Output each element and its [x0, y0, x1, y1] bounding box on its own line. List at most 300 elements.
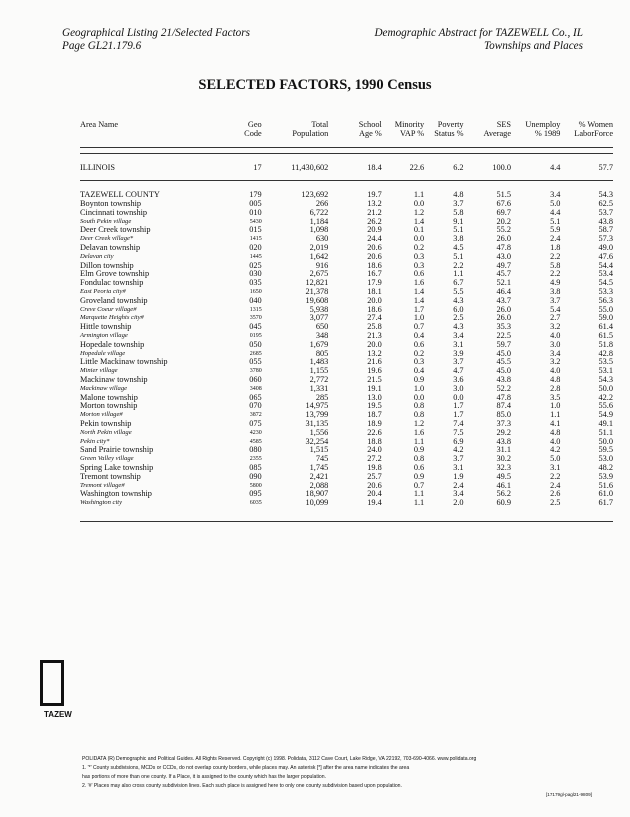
population: 14,975	[305, 401, 329, 411]
school-age: 20.9	[367, 225, 382, 235]
ses-average: 26.0	[496, 304, 511, 314]
women-laborforce: 49.0	[598, 243, 613, 253]
abstract-title: Demographic Abstract for TAZEWELL Co., IL	[374, 27, 583, 39]
unemployment: 2.2	[550, 471, 561, 481]
unemployment: 4.2	[550, 445, 561, 455]
population: 2,421	[309, 471, 329, 481]
geo-code: 2685	[249, 350, 262, 357]
minority-vap: 0.4	[413, 366, 425, 376]
school-age: 21.3	[367, 331, 382, 341]
place-row	[80, 367, 613, 376]
minority-vap: 0.3	[413, 251, 425, 261]
area-name: Hopedale village	[80, 349, 126, 357]
population: 630	[315, 234, 329, 244]
school-age: 21.6	[367, 357, 382, 367]
women-laborforce: 43.8	[598, 216, 613, 226]
minority-vap: 0.8	[413, 454, 425, 464]
geo-code: 1650	[249, 289, 262, 296]
area-name: Armington village	[80, 332, 128, 340]
header-right	[374, 27, 583, 53]
school-age: 19.1	[367, 383, 382, 393]
col-header-area: Area Name	[80, 120, 119, 129]
geo-code: 075	[249, 419, 262, 429]
population: 21,378	[305, 287, 329, 297]
ses-average: 20.2	[496, 216, 511, 226]
geo-code: 3570	[249, 315, 262, 322]
ses-average: 43.0	[496, 251, 511, 261]
poverty-status: 3.4	[453, 489, 464, 499]
township-row	[80, 402, 613, 411]
population: 650	[315, 322, 329, 332]
population: 10,099	[305, 498, 329, 508]
women-laborforce: 49.1	[598, 419, 613, 429]
poverty-status: 3.8	[453, 234, 464, 244]
women-laborforce: 55.0	[598, 304, 613, 314]
ses-average: 45.0	[496, 366, 511, 376]
population: 1,745	[309, 463, 329, 472]
unemployment: 5.4	[550, 304, 561, 314]
area-name: Tremont township	[80, 471, 141, 481]
poverty-status: 3.0	[453, 383, 464, 393]
women-laborforce: 50.0	[598, 436, 613, 446]
women-laborforce: 42.8	[598, 348, 613, 358]
note-1-cont: has portions of more than one county. If a Place, it is assigned to the county which has the larger population.	[82, 774, 326, 780]
area-name: Little Mackinaw township	[80, 357, 168, 367]
area-name: Spring Lake township	[80, 463, 154, 472]
unemployment: 5.0	[550, 199, 561, 209]
poverty-status: 3.4	[453, 331, 464, 341]
area-name: Fondulac township	[80, 278, 144, 288]
area-name: Marquette Heights city#	[80, 314, 144, 322]
geo-code: 045	[249, 322, 262, 332]
minority-vap: 0.6	[413, 463, 425, 472]
township-row	[80, 358, 613, 367]
place-row	[80, 288, 613, 297]
place-row	[80, 235, 613, 244]
report-title: Geographical Listing 21/Selected Factors	[62, 27, 250, 39]
population: 348	[315, 331, 329, 341]
school-age: 19.8	[367, 463, 382, 472]
minority-vap: 1.2	[413, 207, 425, 217]
women-laborforce: 61.7	[598, 498, 613, 508]
place-row	[80, 411, 613, 420]
note-2: 2. '#' Places may also cross county subdivision lines. Each such place is assigned here to only one county subdivision based upon population.	[82, 783, 402, 789]
minority-vap: 1.4	[413, 216, 425, 226]
unemployment: 4.8	[550, 427, 561, 437]
place-row	[80, 218, 613, 227]
women-laborforce: 58.7	[598, 225, 613, 235]
poverty-status: 6.9	[453, 436, 464, 446]
geo-code: 020	[249, 243, 262, 253]
col-header-poverty: Poverty Status %	[434, 120, 464, 138]
header-left	[62, 27, 250, 53]
area-name: Elm Grove township	[80, 269, 150, 279]
unemployment: 4.0	[550, 436, 561, 446]
geo-code: 1315	[249, 306, 262, 313]
geo-code: 3872	[249, 412, 262, 419]
ses-average: 35.3	[496, 322, 511, 332]
ses-average: 45.7	[496, 269, 511, 279]
area-name: Deer Creek village*	[80, 235, 134, 243]
geo-code: 035	[249, 278, 262, 288]
page-number: Page GL21.179.6	[62, 40, 142, 52]
minority-vap: 0.3	[413, 260, 425, 270]
area-name: Sand Prairie township	[80, 445, 154, 455]
township-row	[80, 270, 613, 279]
school-age: 26.2	[367, 216, 382, 226]
poverty-status: 4.5	[453, 243, 464, 253]
ses-average: 52.1	[496, 278, 511, 288]
township-row	[80, 262, 613, 271]
school-age: 13.2	[367, 199, 382, 209]
place-row	[80, 429, 613, 438]
ses-average: 32.3	[496, 463, 511, 472]
note-1: 1. '*' County subdivisions, MCDs or CCDs, do not overlap county borders, while places may. An asterisk [*] after the area name indicates the area	[82, 765, 410, 771]
geo-code: 030	[249, 269, 262, 279]
geo-code: 090	[249, 471, 262, 481]
geo-code: 1445	[249, 253, 262, 260]
ses-average: 30.2	[496, 454, 511, 464]
geo-code: 5800	[249, 482, 262, 489]
population: 1,556	[309, 427, 329, 437]
women-laborforce: 54.3	[598, 375, 613, 385]
unemployment: 2.4	[550, 480, 561, 490]
copyright-line: POLIDATA (R) Demographic and Political Guides. All Rights Reserved. Copyright (c) 1998. Polidata, 3112 Cave Court, Lake Ridge, VA 22192, 703-690-4066. www.polidata.org	[82, 756, 477, 762]
population: 1,331	[309, 383, 329, 393]
unemployment: 2.8	[550, 383, 561, 393]
township-row	[80, 420, 613, 429]
col-header-school: School Age %	[358, 120, 382, 138]
township-row	[80, 226, 613, 235]
unemployment: 3.8	[550, 287, 561, 297]
population: 13,799	[305, 410, 329, 420]
geo-code: 025	[249, 260, 262, 270]
population: 2,019	[309, 243, 329, 253]
geo-code: 005	[249, 199, 262, 209]
women-laborforce: 55.6	[598, 401, 613, 411]
township-row	[80, 244, 613, 253]
county-tab-label: TAZEW	[44, 710, 72, 719]
ses-average: 47.8	[496, 243, 511, 253]
unemployment: 1.1	[550, 410, 561, 420]
poverty-status: 1.1	[453, 269, 464, 279]
school-age: 27.4	[367, 313, 382, 323]
women-laborforce: 56.3	[598, 295, 613, 305]
unemployment: 2.2	[550, 251, 561, 261]
women-laborforce: 51.8	[598, 339, 613, 349]
unemployment: 5.8	[550, 260, 561, 270]
township-row	[80, 297, 613, 306]
poverty-status: 1.7	[453, 410, 464, 420]
page-title: SELECTED FACTORS, 1990 Census	[198, 77, 432, 93]
geo-code: 0195	[249, 333, 262, 340]
geo-code: 080	[249, 445, 262, 455]
geo-code: 015	[249, 225, 262, 235]
ses-average: 100.0	[492, 163, 511, 172]
unemployment: 2.2	[550, 269, 561, 279]
school-age: 19.4	[367, 498, 382, 508]
ses-average: 49.5	[496, 471, 511, 481]
area-name: Morton township	[80, 401, 138, 411]
minority-vap: 0.0	[413, 234, 425, 244]
school-age: 19.6	[367, 366, 382, 376]
ses-average: 55.2	[496, 225, 511, 235]
women-laborforce: 53.0	[598, 454, 613, 464]
col-header-minority: Minority VAP %	[394, 120, 425, 138]
unemployment: 4.8	[550, 375, 561, 385]
place-row	[80, 499, 613, 508]
unemployment: 5.0	[550, 454, 561, 464]
unemployment: 3.5	[550, 392, 561, 402]
poverty-status: 1.9	[453, 471, 464, 481]
abstract-subtitle: Townships and Places	[483, 40, 583, 52]
township-row	[80, 473, 613, 482]
women-laborforce: 59.5	[598, 445, 613, 455]
population: 19,608	[305, 295, 329, 305]
area-name: East Peoria city#	[80, 288, 126, 296]
school-age: 13.2	[367, 348, 382, 358]
poverty-status: 2.2	[453, 260, 464, 270]
poverty-status: 3.1	[453, 463, 464, 472]
women-laborforce: 51.6	[598, 480, 613, 490]
poverty-status: 4.3	[453, 322, 464, 332]
area-name: Boynton township	[80, 199, 142, 209]
geo-code: 5430	[249, 218, 262, 225]
minority-vap: 0.7	[413, 480, 425, 490]
unemployment: 3.7	[550, 295, 561, 305]
poverty-status: 5.8	[453, 207, 464, 217]
col-header-ses: SES Average	[483, 120, 511, 138]
ses-average: 43.8	[496, 375, 511, 385]
women-laborforce: 54.5	[598, 278, 613, 288]
unemployment: 1.0	[550, 401, 561, 411]
women-laborforce: 61.4	[598, 322, 613, 332]
minority-vap: 0.8	[413, 401, 425, 411]
women-laborforce: 53.4	[598, 269, 613, 279]
women-laborforce: 54.3	[598, 190, 613, 200]
geo-code: 085	[249, 463, 262, 472]
county-row	[80, 191, 613, 200]
minority-vap: 0.0	[413, 392, 425, 402]
area-name: Hittle township	[80, 322, 132, 332]
township-row	[80, 446, 613, 455]
area-name: Minier village	[80, 367, 118, 375]
women-laborforce: 50.0	[598, 383, 613, 393]
state-row	[80, 164, 613, 173]
women-laborforce: 53.7	[598, 207, 613, 217]
women-laborforce: 53.1	[598, 366, 613, 376]
population: 266	[315, 199, 329, 209]
school-age: 18.8	[367, 436, 382, 446]
area-name: Creve Coeur village#	[80, 305, 137, 313]
poverty-status: 5.5	[453, 287, 464, 297]
minority-vap: 0.8	[413, 410, 425, 420]
ses-average: 26.0	[496, 313, 511, 323]
area-name: North Pekin village	[80, 428, 132, 436]
geo-code: 010	[249, 207, 262, 217]
women-laborforce: 47.6	[598, 251, 613, 261]
poverty-status: 6.2	[453, 163, 464, 172]
geo-code: 060	[249, 375, 262, 385]
township-row	[80, 323, 613, 332]
poverty-status: 3.7	[453, 199, 464, 209]
area-name: Deer Creek township	[80, 225, 151, 235]
geo-code: 055	[249, 357, 262, 367]
population: 916	[315, 260, 329, 270]
minority-vap: 1.4	[413, 287, 425, 297]
population: 31,135	[305, 419, 329, 429]
women-laborforce: 54.4	[598, 260, 613, 270]
place-row	[80, 314, 613, 323]
geo-code: 2355	[249, 456, 262, 463]
unemployment: 5.9	[550, 225, 561, 235]
school-age: 17.9	[367, 278, 382, 288]
minority-vap: 0.3	[413, 357, 425, 367]
ses-average: 31.1	[496, 445, 511, 455]
poverty-status: 4.3	[453, 295, 464, 305]
geo-code: 6035	[249, 500, 262, 507]
poverty-status: 3.7	[453, 357, 464, 367]
area-name: Cincinnati township	[80, 207, 148, 217]
population: 12,821	[305, 278, 329, 288]
area-name: Mackinaw village	[80, 384, 128, 392]
unemployment: 4.1	[550, 419, 561, 429]
school-age: 16.7	[367, 269, 382, 279]
women-laborforce: 51.1	[598, 427, 613, 437]
women-laborforce: 53.5	[598, 357, 613, 367]
minority-vap: 0.4	[413, 331, 425, 341]
area-name: Pekin city*	[80, 437, 110, 445]
township-row	[80, 490, 613, 499]
minority-vap: 1.1	[413, 436, 425, 446]
minority-vap: 1.0	[413, 383, 425, 393]
minority-vap: 0.9	[413, 471, 425, 481]
poverty-status: 2.5	[453, 313, 464, 323]
population: 745	[315, 454, 329, 464]
school-age: 20.0	[367, 339, 382, 349]
population: 2,675	[309, 269, 329, 279]
unemployment: 4.4	[550, 163, 561, 172]
geo-code: 095	[249, 489, 262, 499]
women-laborforce: 61.0	[598, 489, 613, 499]
place-row	[80, 385, 613, 394]
ses-average: 51.5	[496, 190, 511, 200]
unemployment: 2.4	[550, 234, 561, 244]
population: 805	[315, 348, 329, 358]
col-header-pop: Total Population	[292, 120, 329, 138]
minority-vap: 1.0	[413, 313, 425, 323]
ses-average: 69.7	[496, 207, 511, 217]
ses-average: 22.5	[496, 331, 511, 341]
minority-vap: 1.6	[413, 278, 425, 288]
area-name: Dillon township	[80, 260, 134, 270]
poverty-status: 3.7	[453, 454, 464, 464]
township-row	[80, 200, 613, 209]
col-header-women: % Women LaborForce	[574, 120, 613, 138]
footer-notes	[82, 755, 602, 791]
school-age: 21.2	[367, 207, 382, 217]
school-age: 19.5	[367, 401, 382, 411]
poverty-status: 4.2	[453, 445, 464, 455]
minority-vap: 1.6	[413, 427, 425, 437]
school-age: 18.1	[367, 287, 382, 297]
ses-average: 56.2	[496, 489, 511, 499]
township-row	[80, 341, 613, 350]
minority-vap: 1.1	[413, 190, 425, 200]
ses-average: 85.0	[496, 410, 511, 420]
women-laborforce: 61.5	[598, 331, 613, 341]
area-name: Malone township	[80, 392, 138, 402]
population: 1,155	[309, 366, 329, 376]
selected-factors-table	[80, 121, 613, 532]
school-age: 20.6	[367, 480, 382, 490]
women-laborforce: 53.9	[598, 471, 613, 481]
unemployment: 5.1	[550, 216, 561, 226]
women-laborforce: 53.3	[598, 287, 613, 297]
poverty-status: 7.4	[453, 419, 464, 429]
population: 1,184	[309, 216, 329, 226]
minority-vap: 0.0	[413, 199, 425, 209]
school-age: 18.7	[367, 410, 382, 420]
geo-code: 4230	[249, 429, 262, 436]
ses-average: 26.0	[496, 234, 511, 244]
school-age: 18.9	[367, 419, 382, 429]
place-row	[80, 253, 613, 262]
ses-average: 46.1	[496, 480, 511, 490]
area-name: Pekin township	[80, 419, 132, 429]
township-row	[80, 394, 613, 403]
unemployment: 2.6	[550, 489, 561, 499]
ses-average: 59.7	[496, 339, 511, 349]
area-name: Tremont village#	[80, 481, 125, 489]
minority-vap: 0.6	[413, 269, 425, 279]
population: 32,254	[305, 436, 329, 446]
poverty-status: 2.4	[453, 480, 464, 490]
school-age: 25.8	[367, 322, 382, 332]
population: 123,692	[301, 190, 329, 200]
population: 5,938	[309, 304, 329, 314]
minority-vap: 1.7	[413, 304, 425, 314]
poverty-status: 1.7	[453, 401, 464, 411]
ses-average: 49.7	[496, 260, 511, 270]
school-age: 21.5	[367, 375, 382, 385]
place-row	[80, 482, 613, 491]
township-row	[80, 464, 613, 473]
geo-code: 070	[249, 401, 262, 411]
minority-vap: 0.2	[413, 348, 425, 358]
geo-code: 3408	[249, 385, 262, 392]
school-age: 24.4	[367, 234, 382, 244]
minority-vap: 1.1	[413, 489, 425, 499]
women-laborforce: 59.0	[598, 313, 613, 323]
school-age: 20.4	[367, 489, 382, 499]
col-header-geo: Geo Code	[244, 120, 262, 138]
unemployment: 3.4	[550, 348, 561, 358]
population: 18,907	[305, 489, 329, 499]
poverty-status: 3.9	[453, 348, 464, 358]
school-age: 25.7	[367, 471, 382, 481]
area-name: Washington township	[80, 489, 152, 499]
ses-average: 45.5	[496, 357, 511, 367]
school-age: 18.6	[367, 260, 382, 270]
col-header-unemploy: Unemploy % 1989	[525, 120, 561, 138]
ses-average: 47.8	[496, 392, 511, 402]
minority-vap: 0.9	[413, 375, 425, 385]
area-name: Green Valley village	[80, 455, 134, 463]
population: 2,772	[309, 375, 329, 385]
area-name: TAZEWELL COUNTY	[80, 190, 160, 200]
school-age: 22.6	[367, 427, 382, 437]
